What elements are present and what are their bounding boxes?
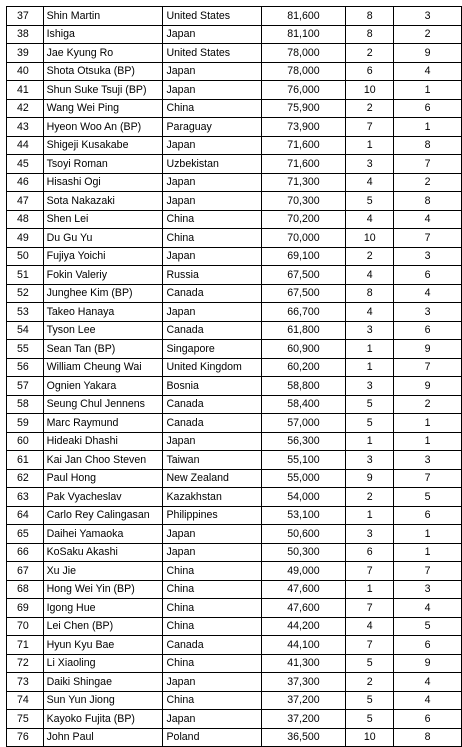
points-cell: 54,000 [261,488,346,507]
player-name-cell: Igong Hue [43,599,163,618]
table-row [7,451,462,470]
rank-cell: 68 [7,580,44,599]
country-cell: China [163,562,261,581]
country-cell: Japan [163,25,261,44]
stat-a-cell: 5 [346,691,394,710]
country-cell: China [163,580,261,599]
table-row [7,691,462,710]
rank-cell: 59 [7,414,44,433]
stat-a-cell: 7 [346,599,394,618]
stat-a-cell: 6 [346,62,394,81]
points-cell: 81,100 [261,25,346,44]
player-name-cell: Hong Wei Yin (BP) [43,580,163,599]
country-cell: United States [163,7,261,26]
stat-b-cell: 3 [394,7,462,26]
country-cell: New Zealand [163,469,261,488]
country-cell: Japan [163,432,261,451]
points-cell: 47,600 [261,599,346,618]
table-row [7,229,462,248]
country-cell: Kazakhstan [163,488,261,507]
table-row [7,266,462,285]
rank-cell: 38 [7,25,44,44]
player-name-cell: Fokin Valeriy [43,266,163,285]
country-cell: Japan [163,303,261,322]
country-cell: Japan [163,173,261,192]
table-row [7,192,462,211]
country-cell: Bosnia [163,377,261,396]
points-cell: 60,900 [261,340,346,359]
country-cell: Japan [163,525,261,544]
player-name-cell: Du Gu Yu [43,229,163,248]
stat-b-cell: 4 [394,284,462,303]
stat-b-cell: 9 [394,377,462,396]
stat-b-cell: 7 [394,562,462,581]
stat-a-cell: 3 [346,525,394,544]
country-cell: Japan [163,136,261,155]
stat-a-cell: 10 [346,728,394,747]
stat-a-cell: 8 [346,284,394,303]
rank-cell: 63 [7,488,44,507]
stat-b-cell: 6 [394,506,462,525]
table-row [7,81,462,100]
stat-b-cell: 4 [394,210,462,229]
country-cell: Japan [163,81,261,100]
stat-a-cell: 5 [346,654,394,673]
stat-a-cell: 4 [346,617,394,636]
table-row [7,358,462,377]
points-cell: 76,000 [261,81,346,100]
rank-cell: 42 [7,99,44,118]
country-cell: Japan [163,710,261,729]
player-name-cell: KoSaku Akashi [43,543,163,562]
rank-cell: 66 [7,543,44,562]
rank-cell: 71 [7,636,44,655]
stat-b-cell: 8 [394,192,462,211]
player-name-cell: Sota Nakazaki [43,192,163,211]
player-name-cell: Shun Suke Tsuji (BP) [43,81,163,100]
rank-cell: 60 [7,432,44,451]
points-cell: 37,200 [261,710,346,729]
player-name-cell: Shigeji Kusakabe [43,136,163,155]
player-name-cell: Hisashi Ogi [43,173,163,192]
stat-b-cell: 9 [394,654,462,673]
country-cell: Canada [163,321,261,340]
player-name-cell: Hyeon Woo An (BP) [43,118,163,137]
player-name-cell: Tsoyi Roman [43,155,163,174]
stat-a-cell: 3 [346,451,394,470]
player-name-cell: Hideaki Dhashi [43,432,163,451]
rank-cell: 43 [7,118,44,137]
player-name-cell: Daiki Shingae [43,673,163,692]
rank-cell: 58 [7,395,44,414]
points-cell: 37,200 [261,691,346,710]
table-row [7,118,462,137]
points-cell: 58,400 [261,395,346,414]
table-row [7,710,462,729]
rank-cell: 41 [7,81,44,100]
country-cell: Taiwan [163,451,261,470]
points-cell: 49,000 [261,562,346,581]
country-cell: Poland [163,728,261,747]
stat-b-cell: 7 [394,229,462,248]
table-row [7,7,462,26]
table-row [7,303,462,322]
player-name-cell: Paul Hong [43,469,163,488]
points-cell: 58,800 [261,377,346,396]
table-row [7,62,462,81]
points-cell: 55,000 [261,469,346,488]
rank-cell: 54 [7,321,44,340]
stat-b-cell: 9 [394,340,462,359]
points-cell: 61,800 [261,321,346,340]
points-cell: 70,200 [261,210,346,229]
country-cell: Canada [163,414,261,433]
player-name-cell: Sun Yun Jiong [43,691,163,710]
stat-b-cell: 7 [394,358,462,377]
rank-cell: 40 [7,62,44,81]
rank-cell: 37 [7,7,44,26]
stat-b-cell: 1 [394,414,462,433]
table-row [7,617,462,636]
stat-a-cell: 2 [346,488,394,507]
country-cell: China [163,617,261,636]
table-row [7,728,462,747]
rank-cell: 56 [7,358,44,377]
stat-b-cell: 6 [394,710,462,729]
player-name-cell: Wang Wei Ping [43,99,163,118]
table-row [7,580,462,599]
table-row [7,136,462,155]
stat-a-cell: 1 [346,136,394,155]
player-name-cell: Sean Tan (BP) [43,340,163,359]
stat-a-cell: 3 [346,321,394,340]
stat-a-cell: 4 [346,210,394,229]
table-row [7,25,462,44]
country-cell: China [163,229,261,248]
rank-cell: 44 [7,136,44,155]
rank-cell: 65 [7,525,44,544]
rank-cell: 39 [7,44,44,63]
table-row [7,469,462,488]
table-row [7,173,462,192]
stat-a-cell: 1 [346,580,394,599]
country-cell: Russia [163,266,261,285]
rank-cell: 67 [7,562,44,581]
points-cell: 41,300 [261,654,346,673]
points-cell: 53,100 [261,506,346,525]
player-name-cell: John Paul [43,728,163,747]
player-name-cell: Takeo Hanaya [43,303,163,322]
stat-a-cell: 7 [346,562,394,581]
player-name-cell: Junghee Kim (BP) [43,284,163,303]
player-name-cell: Kai Jan Choo Steven [43,451,163,470]
stat-b-cell: 2 [394,395,462,414]
rank-cell: 72 [7,654,44,673]
player-name-cell: Ognien Yakara [43,377,163,396]
points-cell: 66,700 [261,303,346,322]
player-name-cell: Shen Lei [43,210,163,229]
rank-cell: 75 [7,710,44,729]
points-cell: 69,100 [261,247,346,266]
stat-b-cell: 5 [394,488,462,507]
country-cell: Singapore [163,340,261,359]
player-name-cell: Xu Jie [43,562,163,581]
points-cell: 57,000 [261,414,346,433]
player-name-cell: Daihei Yamaoka [43,525,163,544]
points-cell: 60,200 [261,358,346,377]
stat-b-cell: 1 [394,432,462,451]
stat-b-cell: 1 [394,81,462,100]
table-row [7,488,462,507]
country-cell: China [163,691,261,710]
stat-a-cell: 7 [346,636,394,655]
stat-a-cell: 5 [346,710,394,729]
points-cell: 78,000 [261,62,346,81]
points-cell: 71,600 [261,136,346,155]
points-cell: 75,900 [261,99,346,118]
table-row [7,525,462,544]
stat-a-cell: 2 [346,44,394,63]
points-cell: 81,600 [261,7,346,26]
rank-cell: 49 [7,229,44,248]
points-cell: 67,500 [261,284,346,303]
points-cell: 56,300 [261,432,346,451]
stat-a-cell: 3 [346,155,394,174]
country-cell: Japan [163,192,261,211]
stat-b-cell: 1 [394,543,462,562]
country-cell: China [163,210,261,229]
table-row [7,44,462,63]
rank-cell: 61 [7,451,44,470]
rank-cell: 50 [7,247,44,266]
stat-b-cell: 5 [394,617,462,636]
rank-cell: 48 [7,210,44,229]
stat-a-cell: 8 [346,25,394,44]
stat-a-cell: 5 [346,192,394,211]
stat-a-cell: 7 [346,118,394,137]
stat-a-cell: 1 [346,506,394,525]
table-row [7,284,462,303]
points-cell: 73,900 [261,118,346,137]
points-cell: 44,200 [261,617,346,636]
stat-b-cell: 9 [394,44,462,63]
stat-a-cell: 1 [346,358,394,377]
table-row [7,543,462,562]
points-cell: 71,300 [261,173,346,192]
stat-b-cell: 2 [394,173,462,192]
stat-a-cell: 8 [346,7,394,26]
stat-b-cell: 3 [394,303,462,322]
points-cell: 50,300 [261,543,346,562]
stat-b-cell: 8 [394,136,462,155]
player-name-cell: Pak Vyacheslav [43,488,163,507]
country-cell: Uzbekistan [163,155,261,174]
stat-a-cell: 9 [346,469,394,488]
points-cell: 50,600 [261,525,346,544]
points-cell: 36,500 [261,728,346,747]
stat-a-cell: 3 [346,377,394,396]
stat-b-cell: 6 [394,636,462,655]
stat-b-cell: 4 [394,673,462,692]
stat-b-cell: 1 [394,118,462,137]
table-row [7,321,462,340]
table-row [7,414,462,433]
stat-a-cell: 1 [346,432,394,451]
player-name-cell: Shota Otsuka (BP) [43,62,163,81]
points-cell: 70,300 [261,192,346,211]
rank-cell: 52 [7,284,44,303]
table-row [7,395,462,414]
points-cell: 37,300 [261,673,346,692]
player-name-cell: Carlo Rey Calingasan [43,506,163,525]
rank-cell: 46 [7,173,44,192]
table-row [7,599,462,618]
country-cell: China [163,99,261,118]
country-cell: Canada [163,395,261,414]
country-cell: China [163,599,261,618]
rank-cell: 70 [7,617,44,636]
points-cell: 71,600 [261,155,346,174]
country-cell: United States [163,44,261,63]
country-cell: Philippines [163,506,261,525]
player-name-cell: Fujiya Yoichi [43,247,163,266]
stat-a-cell: 2 [346,673,394,692]
player-name-cell: Li Xiaoling [43,654,163,673]
table-row [7,654,462,673]
rank-cell: 45 [7,155,44,174]
player-name-cell: Jae Kyung Ro [43,44,163,63]
stat-b-cell: 6 [394,266,462,285]
country-cell: Japan [163,673,261,692]
country-cell: Japan [163,62,261,81]
stat-a-cell: 2 [346,99,394,118]
ranking-table [6,6,462,747]
country-cell: Paraguay [163,118,261,137]
country-cell: Canada [163,284,261,303]
country-cell: Japan [163,247,261,266]
rank-cell: 74 [7,691,44,710]
points-cell: 67,500 [261,266,346,285]
player-name-cell: Lei Chen (BP) [43,617,163,636]
stat-b-cell: 2 [394,25,462,44]
stat-b-cell: 7 [394,469,462,488]
rank-cell: 62 [7,469,44,488]
stat-a-cell: 5 [346,414,394,433]
stat-b-cell: 3 [394,247,462,266]
stat-b-cell: 8 [394,728,462,747]
stat-b-cell: 3 [394,580,462,599]
ranking-table-body [7,7,462,747]
stat-b-cell: 4 [394,62,462,81]
table-row [7,636,462,655]
country-cell: Japan [163,543,261,562]
stat-a-cell: 4 [346,266,394,285]
stat-b-cell: 3 [394,451,462,470]
table-row [7,432,462,451]
stat-b-cell: 4 [394,691,462,710]
stat-b-cell: 6 [394,321,462,340]
player-name-cell: Marc Raymund [43,414,163,433]
player-name-cell: William Cheung Wai [43,358,163,377]
stat-a-cell: 10 [346,81,394,100]
table-row [7,99,462,118]
rank-cell: 47 [7,192,44,211]
country-cell: China [163,654,261,673]
rank-cell: 53 [7,303,44,322]
rank-cell: 57 [7,377,44,396]
stat-a-cell: 5 [346,395,394,414]
player-name-cell: Shin Martin [43,7,163,26]
table-row [7,673,462,692]
table-row [7,155,462,174]
stat-b-cell: 4 [394,599,462,618]
stat-b-cell: 1 [394,525,462,544]
table-row [7,377,462,396]
stat-a-cell: 10 [346,229,394,248]
points-cell: 78,000 [261,44,346,63]
points-cell: 55,100 [261,451,346,470]
points-cell: 47,600 [261,580,346,599]
table-row [7,247,462,266]
player-name-cell: Tyson Lee [43,321,163,340]
rank-cell: 55 [7,340,44,359]
table-row [7,340,462,359]
table-row [7,210,462,229]
stat-b-cell: 7 [394,155,462,174]
rank-cell: 73 [7,673,44,692]
stat-a-cell: 1 [346,340,394,359]
country-cell: United Kingdom [163,358,261,377]
stat-a-cell: 6 [346,543,394,562]
stat-a-cell: 4 [346,303,394,322]
points-cell: 44,100 [261,636,346,655]
table-row [7,562,462,581]
rank-cell: 76 [7,728,44,747]
country-cell: Canada [163,636,261,655]
player-name-cell: Hyun Kyu Bae [43,636,163,655]
rank-cell: 64 [7,506,44,525]
table-row [7,506,462,525]
player-name-cell: Seung Chul Jennens [43,395,163,414]
points-cell: 70,000 [261,229,346,248]
stat-a-cell: 4 [346,173,394,192]
player-name-cell: Kayoko Fujita (BP) [43,710,163,729]
player-name-cell: Ishiga [43,25,163,44]
rank-cell: 51 [7,266,44,285]
stat-a-cell: 2 [346,247,394,266]
rank-cell: 69 [7,599,44,618]
stat-b-cell: 6 [394,99,462,118]
